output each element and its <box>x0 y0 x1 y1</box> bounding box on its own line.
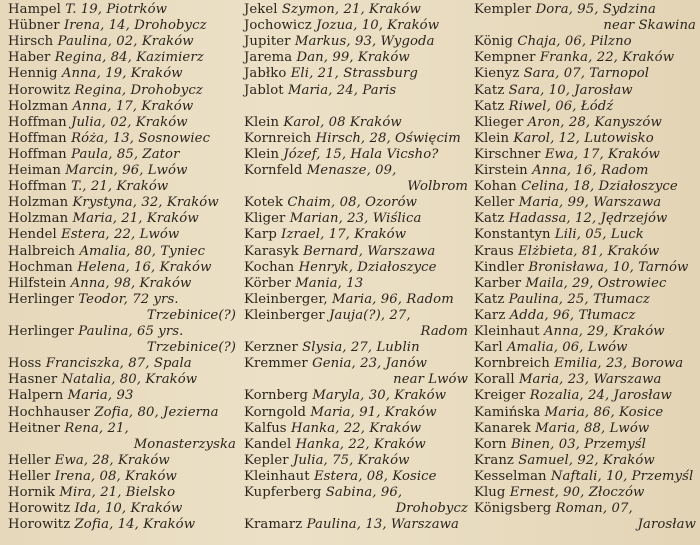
surname: Kalfus <box>244 420 287 436</box>
list-entry <box>244 195 417 211</box>
entry-detail: Roman, 07, <box>555 501 633 517</box>
entry-detail: Marcin, 96, Lwów <box>65 163 188 178</box>
list-entry <box>244 50 410 66</box>
surname: Kandel <box>244 436 292 452</box>
surname: Katz <box>474 82 505 98</box>
surname: Karz <box>474 307 506 323</box>
list-entry <box>244 308 411 324</box>
list-entry <box>474 244 659 260</box>
list-entry <box>474 501 633 517</box>
continuation-text: Trzebinice(?) <box>146 340 236 356</box>
entry-detail: Hadassa, 12, Jędrzejów <box>508 211 668 227</box>
surname: Horowitz <box>8 501 71 517</box>
list-entry <box>474 34 632 50</box>
list-entry <box>8 83 203 99</box>
entry-detail: Sara, 07, Tarnopol <box>523 66 650 82</box>
list-entry <box>474 292 650 308</box>
entry-detail: Amalia, 80, Tyniec <box>79 243 206 259</box>
surname: Hirsch <box>8 34 54 50</box>
surname: Karber <box>474 275 522 291</box>
surname: Klug <box>474 485 506 500</box>
entry-detail: Riwel, 06, Łódź <box>508 98 614 114</box>
entry-detail: Maila, 29, Ostrowiec <box>525 275 667 291</box>
entry-detail: Maria, 91, Kraków <box>310 404 437 420</box>
entry-detail: Marian, 23, Wiślica <box>289 211 422 227</box>
surname: Haber <box>8 50 51 66</box>
surname: Kraus <box>474 243 514 259</box>
list-entry <box>474 163 648 179</box>
list-entry <box>474 66 649 82</box>
list-entry <box>474 147 660 163</box>
entry-detail: Aron, 28, Kanyszów <box>527 114 662 130</box>
list-entry <box>8 163 187 179</box>
entry-detail: Celina, 18, Działoszyce <box>521 179 678 195</box>
list-entry <box>8 147 180 163</box>
entry-detail: Izrael, 17, Kraków <box>281 227 407 243</box>
entry-detail: Zofia, 80, Jezierna <box>94 404 219 420</box>
entry-detail: Julia, 02, Kraków <box>71 114 188 130</box>
entry-detail: Estera, 22, Lwów <box>61 227 180 243</box>
list-entry <box>8 469 177 485</box>
entry-detail: Amalia, 06, Lwów <box>506 340 628 356</box>
surname: Jochowicz <box>244 18 312 34</box>
surname: Jekel <box>244 2 278 17</box>
list-entry <box>474 388 672 404</box>
entry-continuation <box>244 324 468 340</box>
entry-detail: Paulina, 25, Tłumacz <box>508 291 650 307</box>
surname: Korn <box>474 436 507 452</box>
list-entry <box>8 131 210 147</box>
list-entry <box>244 453 410 469</box>
surname: Jarema <box>244 50 293 66</box>
list-entry <box>474 195 661 211</box>
entry-detail: Karol, 08 Kraków <box>283 114 402 130</box>
continuation-text: Jarosław <box>637 517 696 533</box>
list-entry <box>8 34 194 50</box>
entry-detail: Chaim, 08, Ozorów <box>287 195 417 211</box>
surname: Kornbreich <box>474 356 550 372</box>
entry-detail: Estera, 08, Kosice <box>313 468 437 484</box>
entry-detail: Jozua, 10, Kraków <box>316 18 440 34</box>
entry-detail: Sabina, 96, <box>325 485 403 500</box>
entry-detail: Regina, 84, Kazimierz <box>54 50 204 66</box>
surname: Kienyz <box>474 66 520 82</box>
continuation-text: near Lwów <box>393 372 468 388</box>
surname: Kindler <box>474 259 525 275</box>
entry-continuation <box>8 437 236 453</box>
surname: Heller <box>8 452 51 468</box>
entry-detail: Anna, 98, Kraków <box>70 275 192 291</box>
surname: Horowitz <box>8 82 71 98</box>
list-entry <box>474 83 633 99</box>
list-entry <box>8 388 133 404</box>
surname: Hübner <box>8 18 60 34</box>
entry-detail: Rena, 21, <box>64 420 129 436</box>
entry-detail: Samuel, 92, Kraków <box>518 452 655 468</box>
list-entry <box>474 469 693 485</box>
surname: Klein <box>244 114 280 130</box>
surname: Hornik <box>8 485 56 500</box>
surname: Kramarz <box>244 517 303 533</box>
entry-detail: Markus, 93, Wygoda <box>294 34 435 50</box>
list-entry <box>474 211 667 227</box>
list-entry <box>8 18 207 34</box>
entry-detail: Zofia, 14, Kraków <box>74 517 196 533</box>
surname: Jabłko <box>244 66 287 82</box>
surname: Kleinhaut <box>474 324 540 339</box>
entry-detail: Karol, 12, Lutowisko <box>513 130 654 146</box>
entry-detail: Maria, 99, Warszawa <box>518 195 662 211</box>
surname: Hochman <box>8 259 73 275</box>
entry-detail: Mania, 13 <box>295 275 364 291</box>
entry-detail: Binen, 03, Przemyśl <box>510 436 646 452</box>
continuation-text: Trzebinice(?) <box>146 307 236 323</box>
entry-detail: Mira, 21, Bielsko <box>59 485 176 500</box>
surname: Heiman <box>8 163 61 178</box>
entry-detail: Maria, 24, Paris <box>287 82 397 98</box>
surname: Hoffman <box>8 130 67 146</box>
list-entry <box>474 485 644 501</box>
list-entry <box>474 453 655 469</box>
surname: Holzman <box>8 211 69 227</box>
surname: Hilfstein <box>8 275 67 291</box>
entry-continuation <box>8 308 236 324</box>
entry-detail: Elżbieta, 81, Kraków <box>518 243 660 259</box>
surname: Herlinger <box>8 324 74 339</box>
list-entry <box>244 421 421 437</box>
list-entry <box>474 131 654 147</box>
list-entry <box>244 131 461 147</box>
list-entry <box>8 227 179 243</box>
entry-detail: Irena, 14, Drohobycz <box>63 18 207 34</box>
entry-detail: Ernest, 90, Złoczów <box>509 485 645 500</box>
surname: Kornreich <box>244 130 312 146</box>
entry-detail: Anna, 29, Kraków <box>543 324 665 339</box>
entry-detail: Regina, Drohobycz <box>74 82 203 98</box>
list-entry <box>474 99 613 115</box>
surname: Keller <box>474 195 515 211</box>
entry-continuation <box>244 501 468 517</box>
entry-detail: Maryla, 30, Kraków <box>312 388 447 404</box>
surname: Klein <box>244 146 280 162</box>
list-entry <box>474 227 644 243</box>
entry-detail: Adda, 96, Tłumacz <box>509 307 636 323</box>
surname: Kliger <box>244 211 286 227</box>
entry-detail: Maria, 86, Kosice <box>544 404 664 420</box>
surname: Herlinger <box>8 291 74 307</box>
surname: Korall <box>474 372 515 388</box>
list-entry <box>244 163 396 179</box>
surname: Kohan <box>474 179 517 195</box>
surname: Hoffman <box>8 114 67 130</box>
surname: Hennig <box>8 66 58 82</box>
surname: Kornberg <box>244 388 309 404</box>
entry-detail: Bernard, Warszawa <box>303 243 436 259</box>
list-entry <box>244 292 454 308</box>
entry-detail: Jauja(?), 27, <box>329 307 411 323</box>
list-entry <box>474 115 662 131</box>
surname: Hochhauser <box>8 404 91 420</box>
surname: Kirschner <box>474 146 541 162</box>
surname: Hoffman <box>8 179 67 195</box>
entry-detail: Henryk, Działoszyce <box>298 259 437 275</box>
list-entry <box>474 340 628 356</box>
continuation-text: near Skawina <box>603 18 696 34</box>
surname: Kleinhaut <box>244 468 310 484</box>
list-entry <box>474 356 683 372</box>
entry-detail: Dora, 95, Sydzina <box>535 2 656 17</box>
entry-detail: Dan, 99, Kraków <box>296 50 410 66</box>
surname: Horowitz <box>8 517 71 533</box>
entry-detail: Paulina, 65 yrs. <box>78 324 184 339</box>
surname: Holzman <box>8 195 69 211</box>
continuation-text: Drohobycz <box>395 501 468 517</box>
surname: Kleinberger, <box>244 291 328 307</box>
entry-detail: Maria, 96, Radom <box>331 291 454 307</box>
entry-detail: Paula, 85, Zator <box>71 146 180 162</box>
entry-detail: Lili, 05, Luck <box>554 227 644 243</box>
entry-detail: Naftali, 10, Przemyśl <box>550 468 694 484</box>
entry-detail: Irena, 08, Kraków <box>54 468 177 484</box>
surname: Hendel <box>8 227 57 243</box>
entry-detail: Teodor, 72 yrs. <box>78 291 179 307</box>
list-entry <box>244 340 420 356</box>
entry-detail: Anna, 19, Kraków <box>61 66 183 82</box>
entry-detail: Helena, 16, Kraków <box>77 259 212 275</box>
continuation-text: Radom <box>420 324 468 339</box>
entry-detail: Franciszka, 87, Spala <box>45 356 192 372</box>
entry-detail: Genia, 23, Janów <box>312 356 428 372</box>
entry-detail: Menasze, 09, <box>306 163 397 178</box>
list-entry <box>244 211 421 227</box>
surname: Hoss <box>8 356 42 372</box>
list-entry <box>244 34 435 50</box>
list-entry <box>8 372 197 388</box>
surname: Kotek <box>244 195 284 211</box>
entry-continuation <box>244 372 468 388</box>
surname: Jupiter <box>244 34 291 50</box>
surname: Holzman <box>8 98 69 114</box>
list-entry <box>8 501 182 517</box>
surname: Kremmer <box>244 356 308 372</box>
entry-detail: Ewa, 28, Kraków <box>54 452 170 468</box>
list-entry <box>244 244 435 260</box>
entry-detail: Eli, 21, Strassburg <box>290 66 418 82</box>
entry-detail: Ewa, 17, Kraków <box>544 146 660 162</box>
surname: Halbreich <box>8 243 76 259</box>
list-entry <box>8 50 204 66</box>
entry-detail: Paulina, 02, Kraków <box>57 34 194 50</box>
list-entry <box>474 276 667 292</box>
surname: Hasner <box>8 372 58 388</box>
entry-detail: Emilia, 23, Borowa <box>554 356 684 372</box>
list-entry <box>244 260 437 276</box>
entry-detail: Hirsch, 28, Oświęcim <box>315 130 461 146</box>
list-entry <box>244 147 438 163</box>
list-entry <box>8 356 192 372</box>
entry-detail: Sara, 10, Jarosław <box>508 82 633 98</box>
list-entry <box>244 388 446 404</box>
entry-detail: Bronisława, 10, Tarnów <box>528 259 689 275</box>
entry-detail: Chaja, 06, Pilzno <box>517 34 632 50</box>
entry-detail: T., 21, Kraków <box>71 179 169 195</box>
entry-detail: Anna, 16, Radom <box>532 163 649 178</box>
surname: Kleinberger <box>244 307 325 323</box>
list-entry <box>244 18 439 34</box>
entry-detail: Maria, 93 <box>67 388 134 404</box>
entry-detail: Natalia, 80, Kraków <box>61 372 198 388</box>
list-entry <box>474 421 649 437</box>
list-entry <box>8 485 175 501</box>
surname: Kreiger <box>474 388 526 404</box>
list-entry <box>8 276 191 292</box>
list-entry <box>244 276 363 292</box>
surname: Kamińska <box>474 404 541 420</box>
list-entry <box>474 2 656 18</box>
surname: Kanarek <box>474 420 531 436</box>
entry-detail: Maria, 21, Kraków <box>72 211 199 227</box>
entry-detail: Maria, 23, Warszawa <box>518 372 662 388</box>
entry-detail: Ida, 10, Kraków <box>74 501 183 517</box>
surname: Hoffman <box>8 146 67 162</box>
list-entry <box>244 2 421 18</box>
list-entry <box>244 517 459 533</box>
list-entry <box>8 517 195 533</box>
list-entry <box>8 260 211 276</box>
surname: Hampel <box>8 2 61 17</box>
entry-detail: Krystyna, 32, Kraków <box>72 195 219 211</box>
surname: Kupferberg <box>244 485 322 500</box>
entry-detail: Róża, 13, Sosnowiec <box>71 130 211 146</box>
surname: Heitner <box>8 420 61 436</box>
entry-detail: Paulina, 13, Warszawa <box>306 517 460 533</box>
continuation-text: Wolbrom <box>407 179 468 195</box>
entry-detail: T. 19, Piotrków <box>65 2 167 17</box>
list-entry <box>8 179 168 195</box>
entry-continuation <box>244 179 468 195</box>
list-entry <box>8 66 183 82</box>
surname: Kepler <box>244 452 289 468</box>
surname: Klieger <box>474 114 524 130</box>
surname: Kranz <box>474 452 514 468</box>
list-entry <box>8 211 199 227</box>
surname: Katz <box>474 98 505 114</box>
list-entry <box>474 437 646 453</box>
surname: Kempner <box>474 50 536 66</box>
continuation-text: Monasterzyska <box>133 436 236 452</box>
list-entry <box>474 260 688 276</box>
surname: Kornfeld <box>244 163 303 178</box>
surname: Kerzner <box>244 340 298 356</box>
surname: Katz <box>474 211 505 227</box>
list-entry <box>244 66 418 82</box>
entry-detail: Franka, 22, Kraków <box>539 50 675 66</box>
surname: Karasyk <box>244 243 299 259</box>
list-entry <box>474 372 661 388</box>
list-entry <box>244 356 427 372</box>
list-entry <box>8 324 183 340</box>
list-entry <box>244 437 426 453</box>
entry-continuation <box>474 517 696 533</box>
surname: Karl <box>474 340 503 356</box>
entry-continuation <box>474 18 696 34</box>
list-entry <box>244 485 402 501</box>
surname: Jablot <box>244 82 284 98</box>
list-entry <box>244 83 396 99</box>
surname: Katz <box>474 291 505 307</box>
entry-detail: Rozalia, 24, Jarosław <box>529 388 672 404</box>
entry-continuation <box>8 340 236 356</box>
surname: Konstantyn <box>474 227 551 243</box>
surname: Korngold <box>244 404 307 420</box>
entry-detail: Hanka, 22, Kraków <box>295 436 426 452</box>
list-entry <box>8 421 129 437</box>
list-entry <box>244 469 437 485</box>
list-entry <box>8 99 193 115</box>
surname: Königsberg <box>474 501 552 517</box>
list-entry <box>244 115 402 131</box>
list-entry <box>8 244 205 260</box>
entry-detail: Maria, 88, Lwów <box>535 420 650 436</box>
list-entry <box>474 179 678 195</box>
list-entry <box>8 405 219 421</box>
surname: Karp <box>244 227 277 243</box>
surname: Heller <box>8 468 51 484</box>
surname: Klein <box>474 130 510 146</box>
list-entry <box>474 405 663 421</box>
list-entry <box>474 324 665 340</box>
surname: Körber <box>244 275 291 291</box>
entry-detail: Slysia, 27, Lublin <box>302 340 420 356</box>
list-entry <box>8 453 170 469</box>
surname: Kempler <box>474 2 532 17</box>
entry-detail: Józef, 15, Hala Vicsho? <box>283 146 439 162</box>
list-entry <box>244 227 406 243</box>
entry-detail: Szymon, 21, Kraków <box>281 2 421 17</box>
entry-detail: Julia, 75, Kraków <box>292 452 410 468</box>
list-entry <box>474 50 674 66</box>
surname: Kesselman <box>474 468 547 484</box>
list-entry <box>8 195 219 211</box>
list-entry <box>8 2 167 18</box>
entry-detail: Hanka, 22, Kraków <box>290 420 422 436</box>
surname: Kochan <box>244 259 295 275</box>
list-entry <box>8 292 179 308</box>
list-entry <box>244 405 437 421</box>
surname: Halpern <box>8 388 64 404</box>
entry-detail: Anna, 17, Kraków <box>72 98 194 114</box>
list-entry <box>474 308 635 324</box>
surname: König <box>474 34 514 50</box>
list-entry <box>8 115 188 131</box>
surname: Kirstein <box>474 163 528 178</box>
